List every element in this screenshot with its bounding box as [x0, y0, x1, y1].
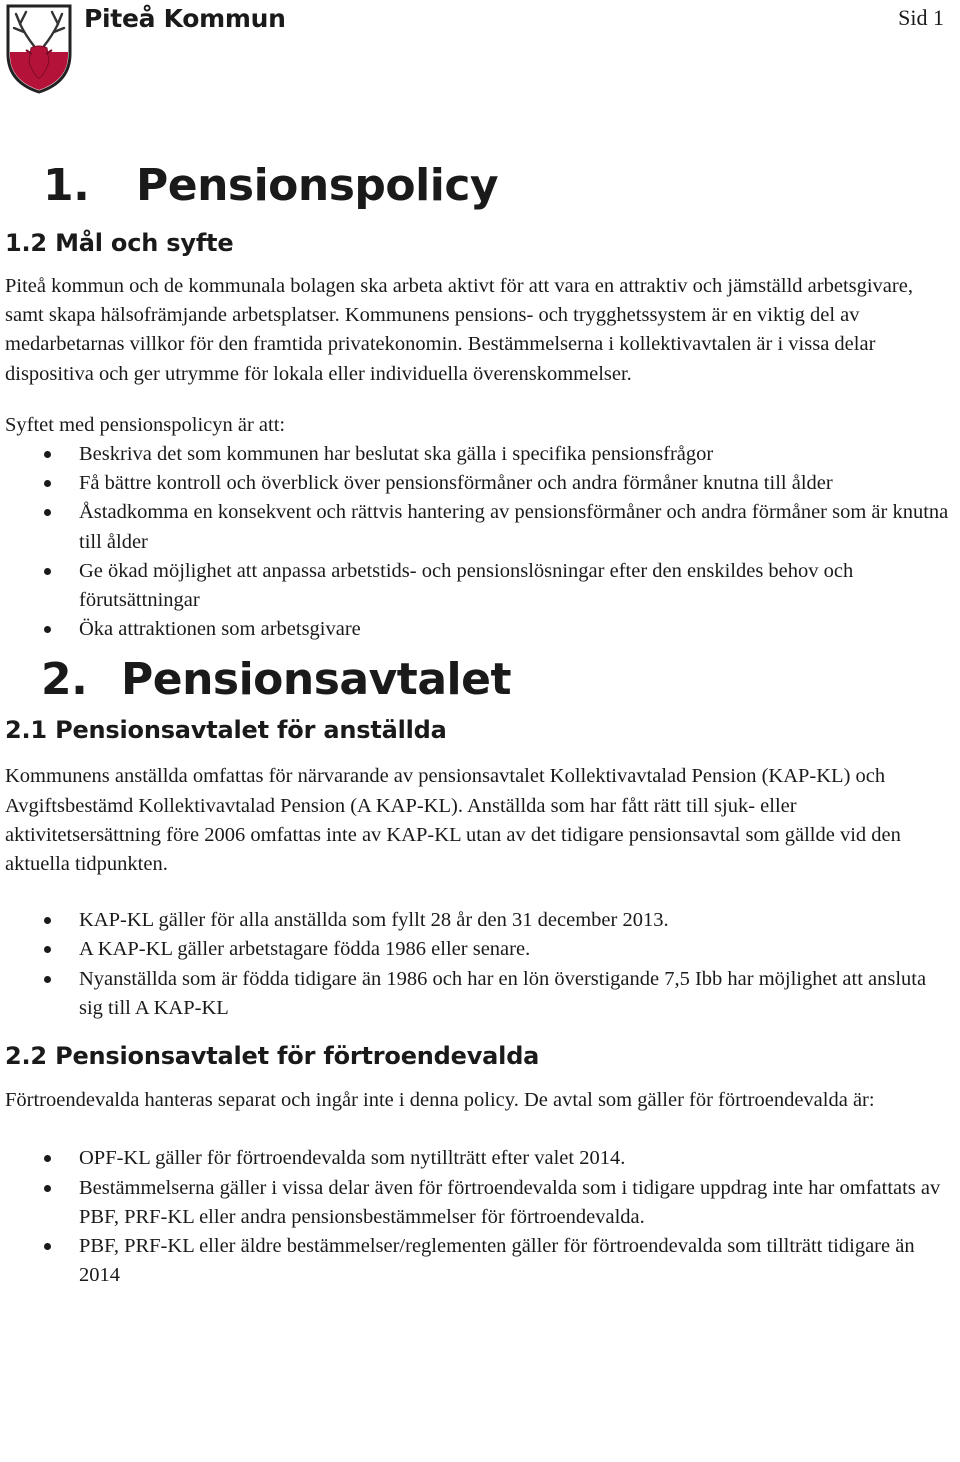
list-item: A KAP-KL gäller arbetstagare födda 1986 eller senare.: [5, 935, 955, 964]
list-item: Nyanställda som är födda tidigare än 1986 och har en lön överstigande 7,5 Ibb har möjlighet att ansluta sig till A KAP-KL: [5, 965, 955, 1023]
list-item: OPF-KL gäller för förtroendevalda som nytillträtt efter valet 2014.: [5, 1144, 955, 1173]
section-2-number: 2.: [41, 654, 88, 706]
section-1-2-paragraph: Piteå kommun och de kommunala bolagen ska arbeta aktivt för att vara en attraktiv och jämställd arbetsgivare, samt skapa hälsofrämjande arbetsplatser. Kommunens pensions- och trygghetssystem är en viktig del av medarbetarnas villkor för den framtida privatekonomin. Bestämmelserna i kollektivavtalen är i vissa delar dispositiva och ger utrymme för lokala eller individuella överenskommelser.: [5, 274, 913, 385]
kap-kl-list: [5, 906, 955, 1023]
section-2-heading: [41, 654, 955, 707]
page-number: Sid 1: [898, 5, 944, 30]
purpose-list: [5, 440, 955, 644]
list-item: Åstadkomma en konsekvent och rättvis hantering av pensionsförmåner och andra förmåner som är knutna till ålder: [5, 498, 955, 556]
purpose-intro: Syftet med pensionspolicyn är att:: [5, 413, 286, 436]
section-2-1-paragraph: Kommunens anställda omfattas för närvarande av pensionsavtalet Kollektivavtalad Pension (KAP-KL) och Avgiftsbestämd Kollektivavtalad Pension (A KAP-KL). Anställda som har fått rätt till sjuk- eller aktivitetsersättning före 2006 omfattas inte av KAP-KL utan av det tidigare pensionsavtal som gällde vid den aktuella tidpunkten.: [5, 765, 901, 876]
elected-officials-list: [5, 1144, 955, 1290]
section-2-2-heading: 2.2 Pensionsavtalet för förtroendevalda: [5, 1042, 540, 1071]
document-body: [5, 160, 955, 1290]
section-2-2-paragraph: Förtroendevalda hanteras separat och ingår inte i denna policy. De avtal som gäller för förtroendevalda är:: [5, 1089, 875, 1112]
page-header: [0, 0, 960, 100]
list-item: Bestämmelserna gäller i vissa delar även för förtroendevalda som i tidigare uppdrag inte har omfattats av PBF, PRF-KL eller andra pensionsbestämmelser för förtroendevalda.: [5, 1174, 955, 1232]
section-1-title: Pensionspolicy: [136, 160, 499, 211]
list-item: Få bättre kontroll och överblick över pensionsförmåner och andra förmåner knutna till ålder: [5, 469, 955, 498]
section-2-1-heading: 2.1 Pensionsavtalet för anställda: [5, 716, 447, 745]
reindeer-coat-of-arms-icon: [4, 2, 74, 94]
section-2-title: Pensionsavtalet: [121, 654, 511, 706]
list-item: Beskriva det som kommunen har beslutat ska gälla i specifika pensionsfrågor: [5, 440, 955, 469]
list-item: KAP-KL gäller för alla anställda som fyllt 28 år den 31 december 2013.: [5, 906, 955, 935]
list-item: Öka attraktionen som arbetsgivare: [5, 615, 955, 644]
section-1-heading: [43, 160, 955, 213]
section-1-2-heading: 1.2 Mål och syfte: [5, 228, 234, 257]
section-1-number: 1.: [43, 160, 90, 211]
list-item: Ge ökad möjlighet att anpassa arbetstids- och pensionslösningar efter den enskildes behov och förutsättningar: [5, 557, 955, 615]
organization-name: Piteå Kommun: [84, 4, 286, 33]
list-item: PBF, PRF-KL eller äldre bestämmelser/reglementen gäller för förtroendevalda som tillträtt tidigare än 2014: [5, 1232, 955, 1290]
